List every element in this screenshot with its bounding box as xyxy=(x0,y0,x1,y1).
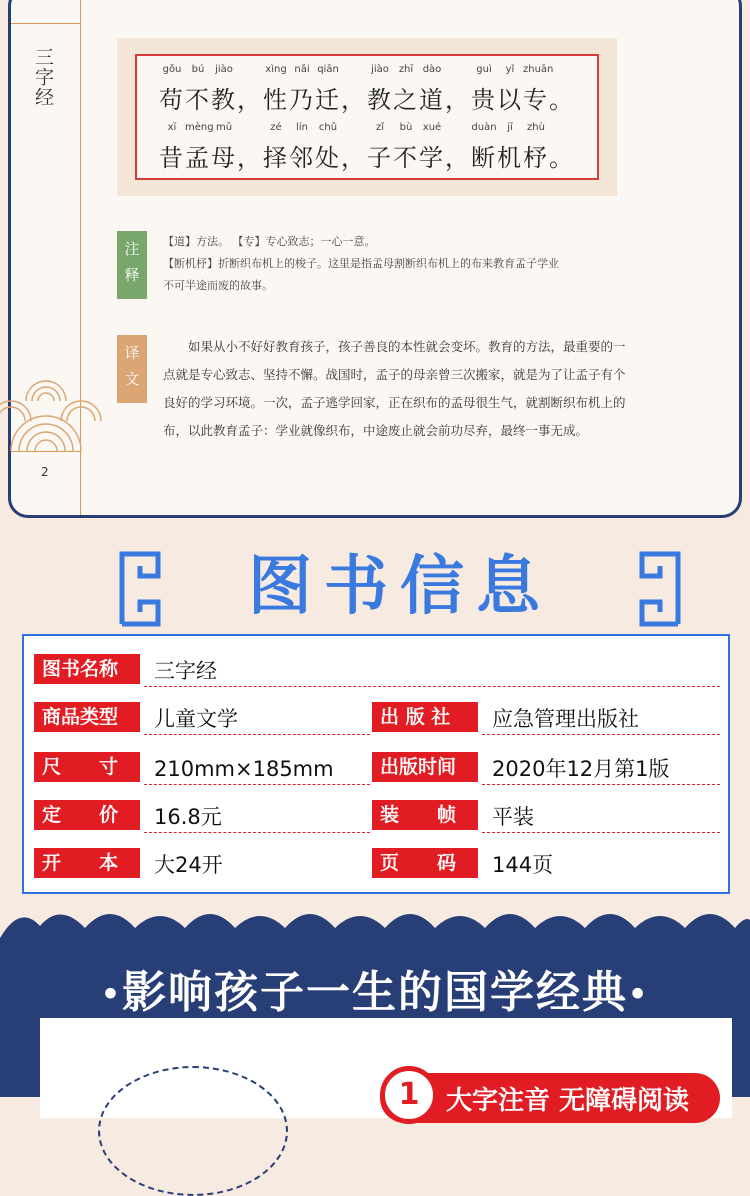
pinyin-syllable: jī xyxy=(507,122,513,133)
info-value: 三字经 xyxy=(154,659,217,683)
book-spine xyxy=(11,0,81,515)
pinyin-syllable: lín xyxy=(296,122,308,133)
feature-text: 大字注音 无障碍阅读 xyxy=(446,1086,690,1116)
info-value: 应急管理出版社 xyxy=(492,707,639,731)
info-label: 开 本 xyxy=(34,848,140,878)
pinyin-syllable: chǔ xyxy=(318,122,338,133)
feature-number: 1 xyxy=(380,1066,438,1124)
info-value: 210mm×185mm xyxy=(154,757,334,781)
verse-frame xyxy=(135,54,599,180)
info-row xyxy=(34,650,720,690)
info-label: 商品类型 xyxy=(34,702,140,732)
info-label: 页 码 xyxy=(372,848,478,878)
pinyin-syllable: jiào xyxy=(215,64,233,75)
pinyin-syllable: bù xyxy=(399,122,413,133)
verse-box xyxy=(117,38,617,196)
pinyin-syllable: gǒu xyxy=(162,64,182,75)
fret-ornament-icon xyxy=(632,550,682,626)
pinyin-syllable: xué xyxy=(422,122,442,133)
pinyin-syllable: zhuān xyxy=(523,64,554,75)
note-line: 【断机杼】折断织布机上的梭子。这里是指孟母割断织布机上的布来教育孟子学业 xyxy=(163,257,559,270)
info-value: 平装 xyxy=(492,805,534,829)
pinyin-syllable: guì xyxy=(476,64,492,75)
pinyin-syllable: bú xyxy=(191,64,205,75)
translation-text: 如果从小不好好教育孩子，孩子善良的本性就会变坏。教育的方法，最重要的一点就是专心致志、坚持不懈。战国时，孟子的母亲曾三次搬家，就是为了让孟子有个良好的学习环境。一次，孟子逃学回家，正在织布的孟母很生气，就割断织布机上的布，以此教育孟子：学业就像织布，中途废止就会前功尽弃，最终一事无成。 xyxy=(163,339,626,438)
notes-tag: 注 释 xyxy=(117,231,147,299)
pinyin-syllable: qiān xyxy=(317,64,339,75)
verse-text: 苟不教，性乃迁，教之道，贵以专。 xyxy=(159,86,575,114)
pinyin-syllable: dào xyxy=(422,64,442,75)
info-label: 装 帧 xyxy=(372,800,478,830)
page-number: 2 xyxy=(41,465,49,479)
info-value: 144页 xyxy=(492,853,554,877)
info-row xyxy=(34,796,720,836)
book-page xyxy=(8,0,742,518)
info-value: 儿童文学 xyxy=(154,707,238,731)
spine-title: 三字经 xyxy=(32,47,54,107)
info-header xyxy=(118,546,682,628)
pinyin-syllable: xī xyxy=(167,122,177,133)
info-value: 16.8元 xyxy=(154,805,222,829)
pinyin-syllable: jiào xyxy=(371,64,389,75)
info-label: 尺 寸 xyxy=(34,752,140,782)
pinyin-syllable: zhù xyxy=(527,122,545,133)
dashed-circle xyxy=(98,1066,288,1196)
verse-line-2 xyxy=(159,122,599,173)
verse-line-1 xyxy=(159,64,599,115)
info-row xyxy=(34,844,720,884)
pinyin-row xyxy=(159,122,599,136)
pinyin-syllable: xìng xyxy=(265,64,287,75)
verse-text: 昔孟母，择邻处，子不学，断机杼。 xyxy=(159,144,575,172)
info-label: 定 价 xyxy=(34,800,140,830)
info-row xyxy=(34,698,720,738)
pinyin-syllable: zhī xyxy=(398,64,414,75)
pinyin-syllable: zǐ xyxy=(375,122,385,133)
pinyin-syllable: mǔ xyxy=(215,122,233,133)
note-line: 不可半途而废的故事。 xyxy=(163,279,273,292)
pinyin-syllable: zé xyxy=(270,122,282,133)
translation-tag: 译 文 xyxy=(117,335,147,403)
bottom-title: •影响孩子一生的国学经典• xyxy=(100,967,650,1018)
info-row xyxy=(34,748,720,788)
pinyin-syllable: yǐ xyxy=(505,64,515,75)
pinyin-row xyxy=(159,64,599,78)
info-table xyxy=(22,634,730,894)
note-line: 【道】方法。 【专】专心致志；一心一意。 xyxy=(163,235,376,248)
info-label: 出版时间 xyxy=(372,752,478,782)
info-value: 2020年12月第1版 xyxy=(492,757,670,781)
pinyin-syllable: nǎi xyxy=(294,64,310,75)
notes-text xyxy=(163,231,633,297)
info-value: 大24开 xyxy=(154,853,223,877)
pinyin-syllable: duàn xyxy=(471,122,497,133)
info-label: 出 版 社 xyxy=(372,702,478,732)
info-title: 图书信息 xyxy=(248,550,552,624)
cloud-pattern-icon xyxy=(0,898,750,938)
info-label: 图书名称 xyxy=(34,654,140,684)
wave-pattern-icon xyxy=(11,361,81,451)
bottom-title-text: 影响孩子一生的国学经典 xyxy=(122,967,628,1018)
pinyin-syllable: mèng xyxy=(185,122,214,133)
